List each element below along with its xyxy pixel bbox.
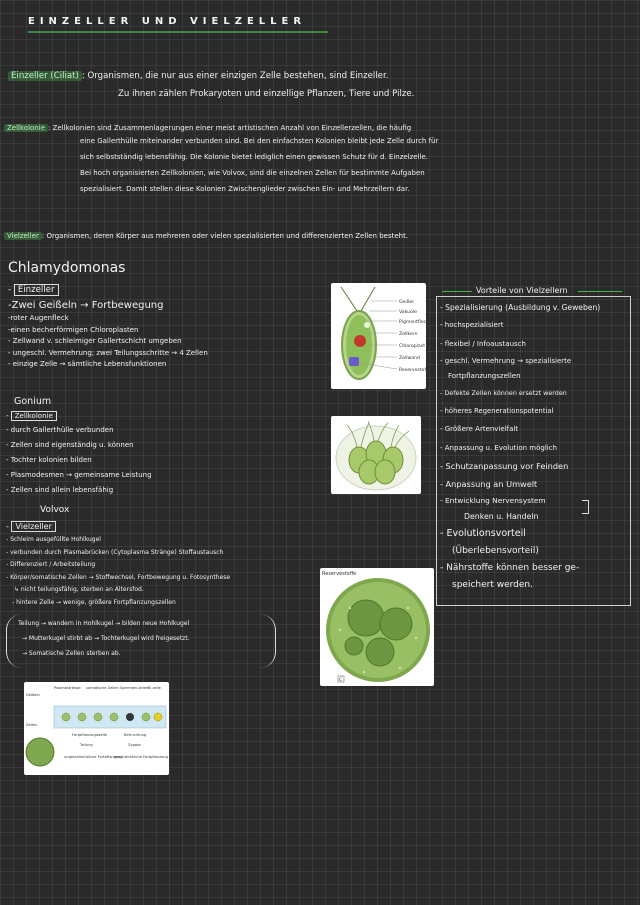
cell-label: Reservestoffe <box>399 368 431 373</box>
diagram-label: geschlechtliche Fortpflanzung <box>114 755 168 759</box>
title-underline <box>28 31 328 33</box>
diagram-label: Befruchtung <box>124 733 147 737</box>
volvox-item: - hintere Zelle → wenige, größere Fortpflanzungszellen <box>12 598 176 606</box>
vorteil-item: - Anpassung an Umwelt <box>440 479 538 489</box>
vorteil-item: speichert werden. <box>452 580 533 590</box>
gonium-item: - Zellen sind eigenständig u. können <box>6 441 134 449</box>
vorteil-item: - Nährstoffe können besser ge- <box>440 563 580 573</box>
vielzeller-definition <box>4 230 408 243</box>
gonium-image <box>331 416 421 494</box>
diagram-label: Zygote <box>128 743 141 747</box>
chlamydomonas-block: - Einzeller -Zwei Geißeln → Fortbewegung -roter Augenfleck -einen becherförmigen Chloroplasten - Zellwand v. schleimiger Gallertschicht umgeben - ungeschl. Vermehrung; zwei Teilungsschritte → 4 Zellen - einzige Zelle → sämtliche Lebensfunktionen <box>8 282 208 371</box>
gonium-item: - Tochter kolonien bilden <box>6 456 92 464</box>
page-title: EINZELLER UND VIELZELLER <box>28 16 307 27</box>
vorteile-list <box>440 300 628 594</box>
gonium-type-box: Zellkolonie <box>11 411 57 421</box>
vorteil-item: - Defekte Zellen können ersetzt werden <box>440 389 567 397</box>
volvox-cycle-step: Teilung → wandern in Hohlkugel → bilden neue Hohlkugel <box>18 620 190 627</box>
cell-label: Zellkern <box>399 332 418 337</box>
vorteil-item: - Größere Artenvielfalt <box>440 425 519 433</box>
chlamydomonas-item: - Zellwand v. schleimiger Gallertschicht umgeben <box>8 337 182 345</box>
zellkolonie-line-3: sich selbstständig lebensfähig. Die Kolonie bietet lediglich einen gewissen Schutz für d. Einzelzelle. <box>80 153 429 161</box>
volvox-type-box: Vielzeller <box>11 521 55 532</box>
diagram-label: Geißeln <box>26 693 40 697</box>
chlamydomonas-heading: Chlamydomonas <box>8 260 126 276</box>
cell-label: Chloroplast <box>399 344 426 349</box>
vorteil-item: Fortpflanzungszellen <box>448 372 521 380</box>
gonium-item: - Plasmodesmen → gemeinsame Leistung <box>6 471 152 479</box>
zellkolonie-line-1: : Zellkolonien sind Zusammenlagerungen einer meist artistischen Anzahl von Einzellerzellen, die häufig <box>48 124 412 132</box>
volvox-cycle-step: → Mutterkugel stirbt ab → Tochterkugel wird freigesetzt. <box>22 635 190 642</box>
chlamydomonas-item: -roter Augenfleck <box>8 314 69 322</box>
vorteil-item: Denken u. Handeln <box>464 512 539 521</box>
gonium-heading: Gonium <box>14 396 52 407</box>
cell-label: Zellwand <box>399 356 420 361</box>
diagram-label: ungeschlechtliche Fortpflanzung <box>64 755 123 759</box>
volvox-item: - Körper/somatische Zellen → Stoffwechsel, Fortbewegung u. Fotosynthese <box>6 573 231 581</box>
diagram-label: somatische Zellen <box>86 686 119 690</box>
nervensystem-arrow <box>582 500 589 514</box>
vorteil-item: (Überlebensvorteil) <box>452 546 539 556</box>
volvox-diagram <box>24 682 169 775</box>
volvox-cycle-step: → Somatische Zellen sterben ab. <box>22 650 121 657</box>
zellkolonie-definition <box>4 122 636 196</box>
vorteil-item: - Anpassung u. Evolution möglich <box>440 444 558 452</box>
vorteil-item: - Entwicklung Nervensystem <box>440 496 546 505</box>
chlamydomonas-image <box>331 283 431 389</box>
volvox-image-tag: C <box>339 678 343 683</box>
volvox-cycle <box>18 616 268 661</box>
vielzeller-term: Vielzeller <box>4 232 42 240</box>
zellkolonie-line-4: Bei hoch organisierten Zellkolonien, wie Volvox, sind die einzelnen Zellen für bestimmte Aufgaben <box>80 169 425 177</box>
diagram-label: Ei-zelle <box>148 686 161 690</box>
volvox-item: - verbunden durch Plasmabrücken (Cytoplasma Stränge) Stoffaustausch <box>6 548 224 556</box>
vorteil-item: - Schutzanpassung vor Feinden <box>440 461 569 471</box>
volvox-item: ↳ nicht teilungsfähig, sterben an Altersfod. <box>14 586 144 593</box>
chlamydomonas-type-box: Einzeller <box>14 284 59 296</box>
einzeller-definition <box>8 68 388 84</box>
volvox-image <box>320 568 434 686</box>
vorteile-heading: Vorteile von Vielzellern <box>476 286 568 295</box>
chlamydomonas-item: -Zwei Geißeln → Fortbewegung <box>8 300 164 311</box>
cell-label: Geißel <box>399 300 414 305</box>
diagram-label: Spermien-zellen <box>120 686 150 690</box>
vorteil-item: - flexibel / Infoaustausch <box>440 340 526 348</box>
zellkolonie-term: Zellkolonie <box>4 124 48 132</box>
zellkolonie-line-2: eine Gallerthülle miteinander verbunden sind. Bei den einfachsten Kolonien bleibt jede Zelle durch für <box>80 137 439 145</box>
gonium-item: - durch Gallerthülle verbunden <box>6 426 114 434</box>
zellkolonie-line-5: spezialisiert. Damit stellen diese Kolonien Zwischenglieder zwischen Ein- und Mehrzellern dar. <box>80 185 410 193</box>
einzeller-line-1: : Organismen, die nur aus einer einzigen Zelle bestehen, sind Einzeller. <box>81 71 389 81</box>
vorteil-item: - geschl. Vermehrung → spezialisierte <box>440 357 572 365</box>
vorteil-item: - Spezialisierung (Ausbildung v. Geweben) <box>440 303 601 312</box>
vorteile-divider-left <box>442 291 472 292</box>
gonium-block: - Zellkolonie - durch Gallerthülle verbunden - Zellen sind eigenständig u. können - Tochter kolonien bilden - Plasmodesmen → gemeinsame Leistung - Zellen sind allein lebensfähig <box>6 410 152 498</box>
chlamydomonas-item: - ungeschl. Vermehrung; zwei Teilungsschritte → 4 Zellen <box>8 348 208 357</box>
vorteile-divider-right <box>578 291 622 292</box>
vorteil-item: - hochspezialisiert <box>440 321 504 329</box>
volvox-image-label: Reservestoffe <box>322 571 357 577</box>
vorteil-item: - höheres Regenerationspotential <box>440 407 554 415</box>
chlamydomonas-item: - einzige Zelle → sämtliche Lebensfunktionen <box>8 360 167 368</box>
volvox-heading: Volvox <box>40 505 70 515</box>
cell-label: Vakuole <box>399 310 417 315</box>
volvox-item: - Differenziert / Arbeitsteilung <box>6 561 96 568</box>
volvox-item: - Schleim ausgefüllte Hohlkugel <box>6 536 101 543</box>
einzeller-term: Einzeller (Ciliat) <box>8 71 82 81</box>
chlamydomonas-item: -einen becherförmigen Chloroplasten <box>8 325 139 334</box>
diagram-label: Teilung <box>80 743 93 747</box>
gonium-item: - Zellen sind allein lebensfähig <box>6 486 114 494</box>
vorteil-item: - Evolutionsvorteil <box>440 528 526 539</box>
vielzeller-text: : Organismen, deren Körper aus mehreren oder vielen spezialisierten und differenzierten Zellen besteht. <box>41 232 409 240</box>
cell-label: Pigmentfleck <box>399 320 429 325</box>
einzeller-line-2: Zu ihnen zählen Prokaryoten und einzellige Pflanzen, Tiere und Pilze. <box>118 89 415 99</box>
diagram-label: Zellen <box>26 723 38 727</box>
diagram-label: Fortpflanzungszelle <box>72 733 107 737</box>
diagram-label: Plasmastränge <box>54 686 81 690</box>
volvox-block: - Vielzeller - Schleim ausgefüllte Hohlkugel - verbunden durch Plasmabrücken (Cytoplasma Stränge) Stoffaustausch - Differenziert / Arbeitsteilung - Körper/somatische Zellen → Stoffwechsel, Fortbewegung u. Fotosynthese ↳ nicht teilungsfähig, sterben an Altersfod. - hintere Zelle → wenige, größere Fortpflanzungszellen <box>6 520 316 609</box>
